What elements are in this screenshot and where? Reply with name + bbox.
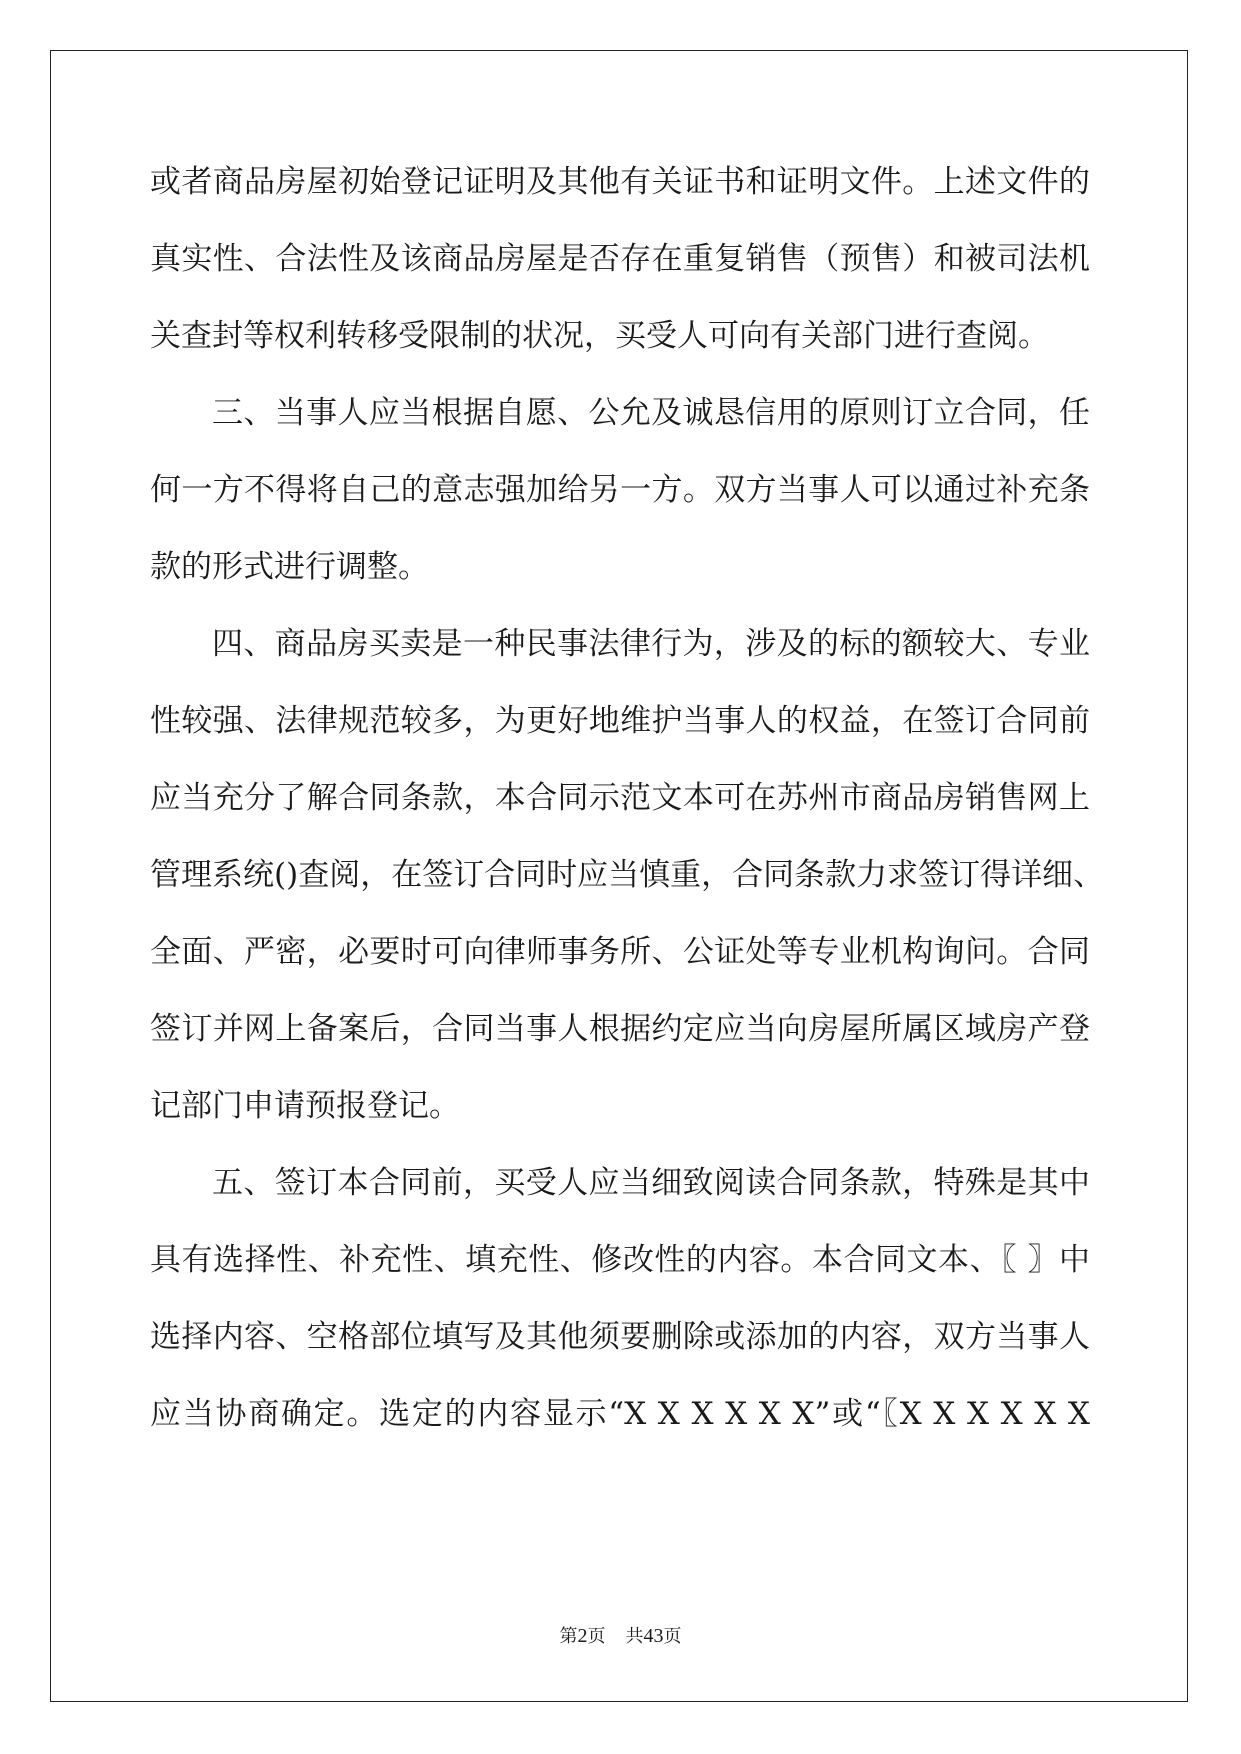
page-suffix: 页 bbox=[587, 1626, 606, 1647]
text-line: 应当协商确定。选定的内容显示“X X X X X X”或“〖X X X X X X bbox=[150, 1396, 1090, 1432]
text-line: 具有选择性、补充性、填充性、修改性的内容。本合同文本、〖 〗中 bbox=[150, 1242, 1090, 1278]
text-line: 签订并网上备案后，合同当事人根据约定应当向房屋所属区域房产登 bbox=[150, 1011, 1090, 1047]
paragraph-five-start: 五、签订本合同前，买受人应当细致阅读合同条款，特殊是其中 bbox=[212, 1165, 1090, 1201]
total-page-count: 43 bbox=[643, 1625, 664, 1647]
current-page-number: 2 bbox=[577, 1625, 588, 1647]
page-footer bbox=[0, 1622, 1241, 1648]
total-prefix: 共 bbox=[625, 1626, 644, 1647]
text-line: 关查封等权利转移受限制的状况，买受人可向有关部门进行查阅。 bbox=[150, 318, 1049, 354]
document-body bbox=[150, 162, 1105, 1471]
text-line: 记部门申请预报登记。 bbox=[150, 1088, 460, 1124]
text-line: 真实性、合法性及该商品房屋是否存在重复销售（预售）和被司法机 bbox=[150, 241, 1090, 277]
text-line: 应当充分了解合同条款，本合同示范文本可在苏州市商品房销售网上 bbox=[150, 780, 1090, 816]
paragraph-four-start: 四、商品房买卖是一种民事法律行为，涉及的标的额较大、专业 bbox=[212, 626, 1090, 662]
text-line: 全面、严密，必要时可向律师事务所、公证处等专业机构询问。合同 bbox=[150, 934, 1090, 970]
text-line: 何一方不得将自己的意志强加给另一方。双方当事人可以通过补充条 bbox=[150, 472, 1090, 508]
text-line: 性较强、法律规范较多，为更好地维护当事人的权益，在签订合同前 bbox=[150, 703, 1090, 739]
text-line: 款的形式进行调整。 bbox=[150, 549, 429, 585]
page-prefix: 第 bbox=[559, 1626, 578, 1647]
text-line: 选择内容、空格部位填写及其他须要删除或添加的内容，双方当事人 bbox=[150, 1319, 1090, 1355]
paragraph-three-start: 三、当事人应当根据自愿、公允及诚恳信用的原则订立合同，任 bbox=[212, 395, 1090, 431]
total-suffix: 页 bbox=[663, 1626, 682, 1647]
text-line: 或者商品房屋初始登记证明及其他有关证书和证明文件。上述文件的 bbox=[150, 164, 1090, 200]
text-line: 管理系统()查阅，在签订合同时应当慎重，合同条款力求签订得详细、 bbox=[150, 857, 1105, 893]
